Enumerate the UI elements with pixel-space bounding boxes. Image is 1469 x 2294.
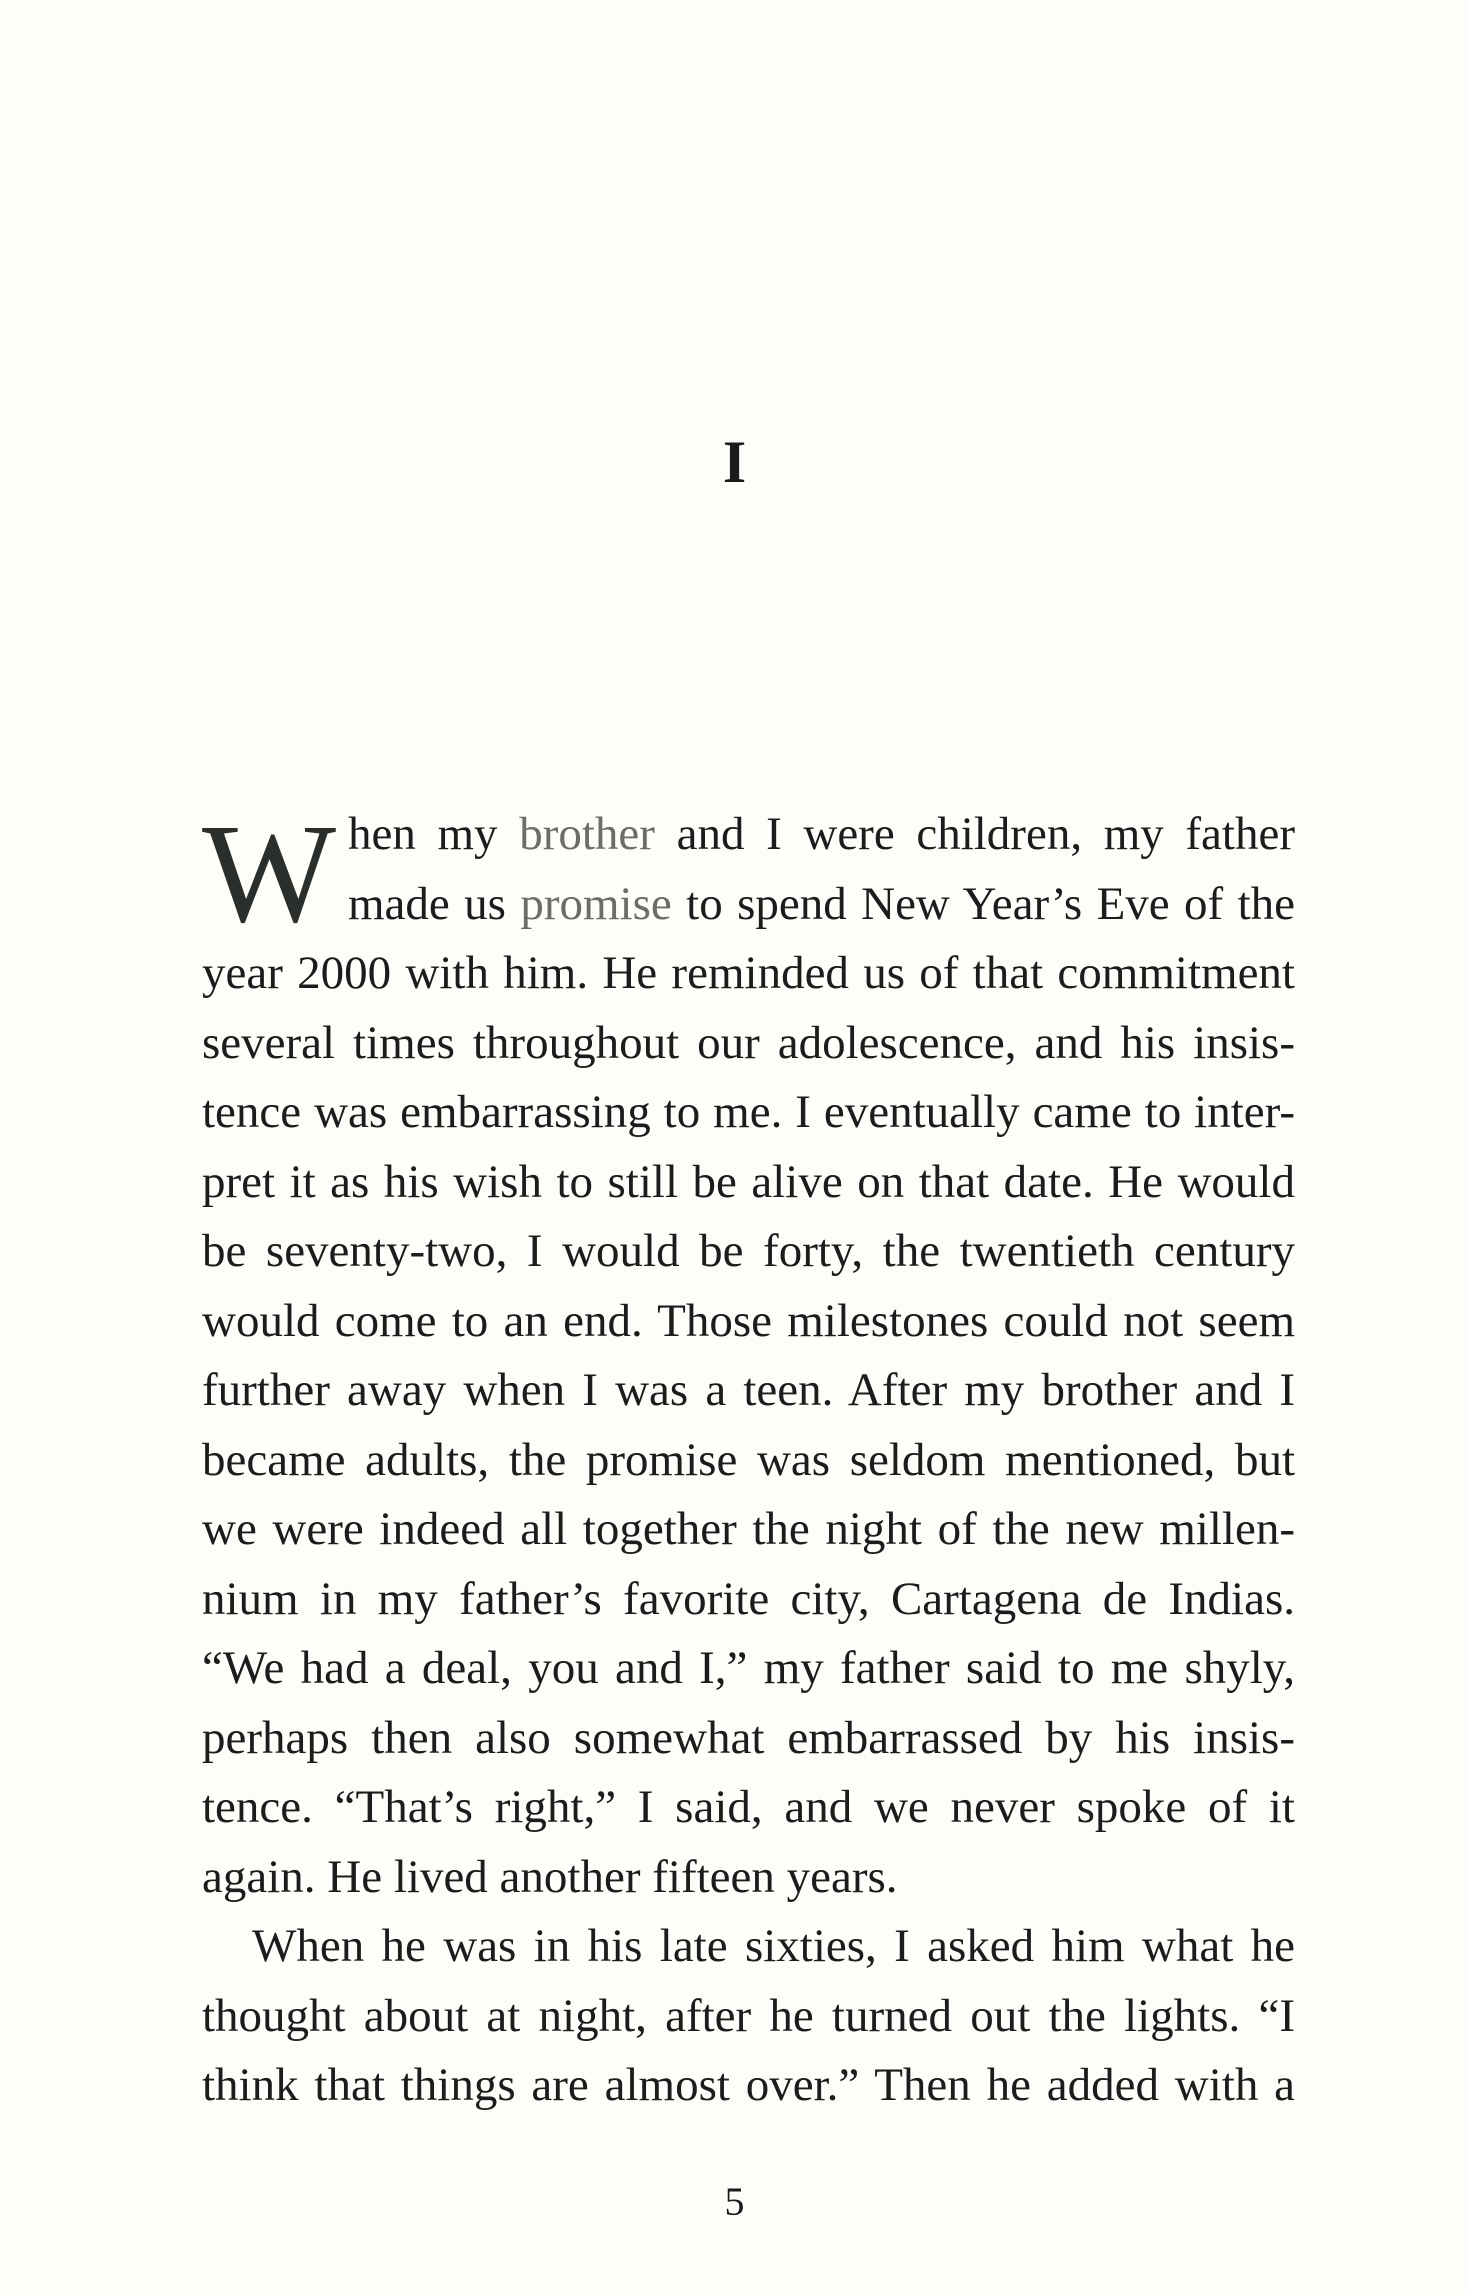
page-number: 5 [724,2179,745,2224]
text-span: made us [348,877,521,930]
text-span: and I were children, my father [654,808,1295,860]
text-line: year 2000 with him. He reminded us of that commitment [202,947,1295,999]
text-line: thought about at night, after he turned out the lights. “I [202,1989,1295,2042]
text-line: nium in my father’s favorite city, Cartagena de Indias. [202,1572,1295,1625]
text-line: several times throughout our adolescence, and his insis- [202,1016,1295,1069]
body-text [202,794,1295,2121]
text-line [348,870,1295,940]
text-line: became adults, the promise was seldom mentioned, but [202,1433,1295,1486]
drop-cap: W [202,794,337,952]
text-line: again. He lived another fifteen years. [202,1850,898,1903]
text-span: to spend New Year’s Eve of the [671,877,1295,930]
text-line: tence. “That’s right,” I said, and we never spoke of it [202,1781,1295,1833]
text-line: tence was embarrassing to me. I eventually came to inter- [202,1086,1295,1138]
text-span-faded: brother [519,808,655,860]
text-line [348,800,1295,870]
text-line: would come to an end. Those milestones could not seem [202,1294,1295,1347]
text-line: “We had a deal, you and I,” my father said to me shyly, [202,1642,1295,1694]
text-line: pret it as his wish to still be alive on that date. He would [202,1155,1295,1208]
text-line: When he was in his late sixties, I asked him what he [252,1920,1295,1972]
text-span: hen my [348,808,520,860]
text-line: further away when I was a teen. After my brother and I [202,1364,1295,1416]
text-span-faded: promise [520,877,672,930]
text-line: we were indeed all together the night of the new millen- [202,1503,1295,1555]
text-line: think that things are almost over.” Then he added with a [202,2059,1295,2111]
text-line: perhaps then also somewhat embarrassed by his insis- [202,1711,1295,1764]
text-line: be seventy-two, I would be forty, the twentieth century [202,1225,1295,1277]
chapter-number: I [722,429,747,495]
